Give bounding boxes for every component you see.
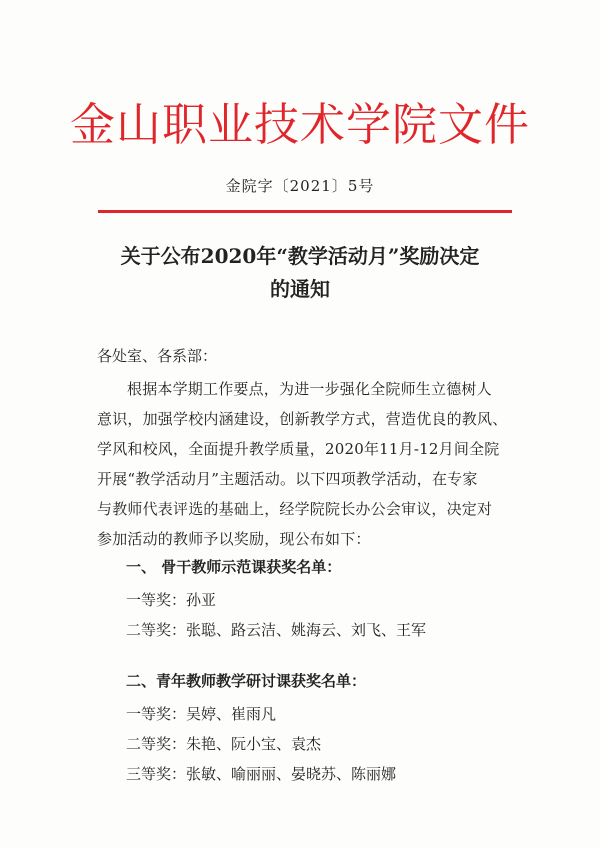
award-line: 三等奖：张敏、喻丽丽、晏晓苏、陈丽娜 bbox=[126, 765, 397, 783]
award-line: 二等奖：张聪、路云洁、姚海云、刘飞、王军 bbox=[126, 621, 427, 639]
paragraph-line: 参加活动的教师予以奖励，现公布如下： bbox=[97, 530, 371, 548]
salutation: 各处室、各系部： bbox=[97, 347, 218, 365]
award-line: 一等奖：孙亚 bbox=[126, 591, 217, 609]
paragraph-line: 开展“教学活动月”主题活动。以下四项教学活动，在专家 bbox=[97, 470, 478, 488]
paragraph-line: 与教师代表评选的基础上，经学院院长办公会审议，决定对 bbox=[97, 500, 493, 518]
notice-title-line-1: 关于公布2020年“教学活动月”奖励决定 bbox=[120, 244, 480, 268]
notice-title-line-2: 的通知 bbox=[270, 277, 330, 301]
paragraph-line: 学风和校风，全面提升教学质量，2020年11月-12月间全院 bbox=[97, 440, 500, 458]
section-heading-1: 一、 骨干教师示范课获奖名单： bbox=[126, 558, 342, 576]
paragraph-line: 根据本学期工作要点，为进一步强化全院师生立德树人 bbox=[127, 380, 492, 398]
section-heading-2: 二、青年教师教学研讨课获奖名单： bbox=[126, 672, 367, 690]
paragraph-line: 意识，加强学校内涵建设，创新教学方式，营造优良的教风、 bbox=[97, 410, 508, 428]
red-divider-line bbox=[98, 210, 512, 213]
document-number: 金院字〔2021〕5号 bbox=[225, 177, 375, 195]
org-header-title: 金山职业技术学院文件 bbox=[69, 98, 530, 151]
award-line: 二等奖：朱艳、阮小宝、袁杰 bbox=[126, 735, 322, 753]
award-line: 一等奖：吴婷、崔雨凡 bbox=[126, 705, 277, 723]
